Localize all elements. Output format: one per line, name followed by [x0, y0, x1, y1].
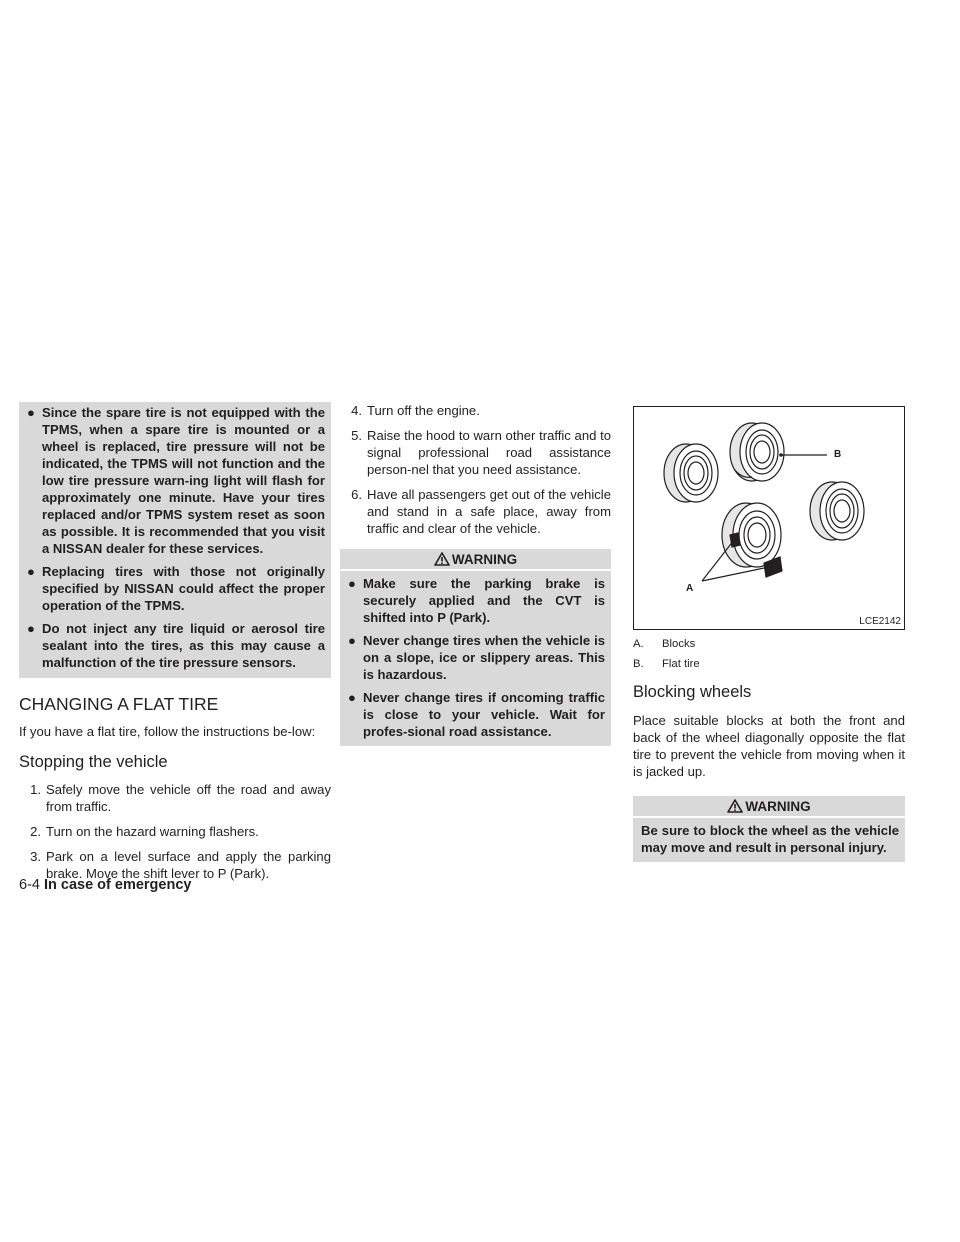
- bullet-icon: ●: [348, 690, 356, 705]
- wheel-left: [664, 444, 718, 502]
- section-title: CHANGING A FLAT TIRE: [19, 694, 219, 714]
- bullet-icon: ●: [27, 564, 35, 579]
- bullet-icon: ●: [348, 633, 356, 648]
- warning-header: [633, 796, 905, 816]
- wheel-blocks-figure: [633, 406, 905, 630]
- legend-item: B. Flat tire: [633, 658, 700, 670]
- legend-item: A. Blocks: [633, 638, 696, 650]
- warning-body: [633, 818, 905, 862]
- steps-list-1: [19, 781, 331, 882]
- bullet-icon: ●: [27, 405, 35, 420]
- warning-bullet: ● Make sure the parking brake is securely applied and the CVT is shifted into P (Park).: [348, 576, 605, 625]
- warning-body: [340, 571, 611, 746]
- step-item: 4. Turn off the engine.: [351, 403, 480, 418]
- figure-label-a: A: [686, 583, 694, 594]
- warning-header: [340, 549, 611, 569]
- page-number: 6-4: [19, 877, 40, 893]
- section-intro: If you have a flat tire, follow the instructions be-low:: [19, 724, 316, 739]
- column-left: [19, 402, 331, 890]
- step-item: 2. Turn on the hazard warning flashers.: [30, 824, 259, 839]
- blocking-text: Place suitable blocks at both the front and back of the wheel diagonally opposite the flat tire to prevent the vehicle from moving when it is jacked up.: [633, 713, 905, 779]
- page-footer: [19, 877, 191, 893]
- step-item: 5. Raise the hood to warn other traffic and to signal professional road assistance person-nel that you need assistance.: [351, 428, 611, 477]
- tpms-bullet: ● Replacing tires with those not originally specified by NISSAN could affect the proper operation of the TPMS.: [27, 564, 325, 613]
- bullet-icon: ●: [348, 576, 356, 591]
- step-item: 6. Have all passengers get out of the vehicle and stand in a safe place, away from traffic and clear of the vehicle.: [351, 487, 611, 536]
- chapter-title: In case of emergency: [43, 877, 192, 893]
- tpms-bullet: ● Do not inject any tire liquid or aerosol tire sealant into the tires, as this may cause a malfunction of the tire pressure sensors.: [27, 621, 325, 670]
- figure-code: LCE2142: [859, 616, 901, 627]
- step-item: 3. Park on a level surface and apply the parking brake. Move the shift lever to P (Park).: [30, 849, 331, 881]
- stopping-title: Stopping the vehicle: [19, 753, 168, 771]
- tpms-bullet: ● Since the spare tire is not equipped with the TPMS, when a spare tire is mounted or a wheel is replaced, tire pressure will not be indicated, the TPMS will not function and the low tire pressure warn-ing light will flash for approximately one minute. Have your tires replaced and/or TPMS system reset as soon as possible. It is recommended that you visit a NISSAN dealer for these services.: [27, 405, 325, 556]
- column-middle: [340, 402, 611, 746]
- warning-icon: [727, 799, 743, 813]
- warning-label: WARNING: [451, 551, 518, 567]
- wheel-right: [810, 482, 864, 540]
- warning-box-1: [340, 549, 611, 746]
- warning-bullet: ● Never change tires if oncoming traffic is close to your vehicle. Wait for profes-sional road assistance.: [348, 690, 605, 739]
- warning-box-2: [633, 796, 905, 862]
- figure-label-b: B: [834, 449, 842, 460]
- warning-text: Be sure to block the wheel as the vehicle may move and result in personal injury.: [641, 823, 899, 855]
- wheels-illustration: [634, 407, 904, 629]
- warning-icon: [434, 552, 450, 566]
- blocking-title: Blocking wheels: [633, 683, 752, 701]
- warning-label: WARNING: [745, 798, 811, 814]
- wheel-top: [730, 423, 784, 481]
- column-right: [633, 406, 905, 862]
- tpms-notice-box: [19, 402, 331, 678]
- step-item: 1. Safely move the vehicle off the road and away from traffic.: [30, 782, 331, 814]
- warning-bullet: ● Never change tires when the vehicle is on a slope, ice or slippery areas. This is hazardous.: [348, 633, 605, 682]
- block-front: [730, 533, 740, 547]
- steps-list-2: [340, 402, 611, 537]
- bullet-icon: ●: [27, 621, 35, 636]
